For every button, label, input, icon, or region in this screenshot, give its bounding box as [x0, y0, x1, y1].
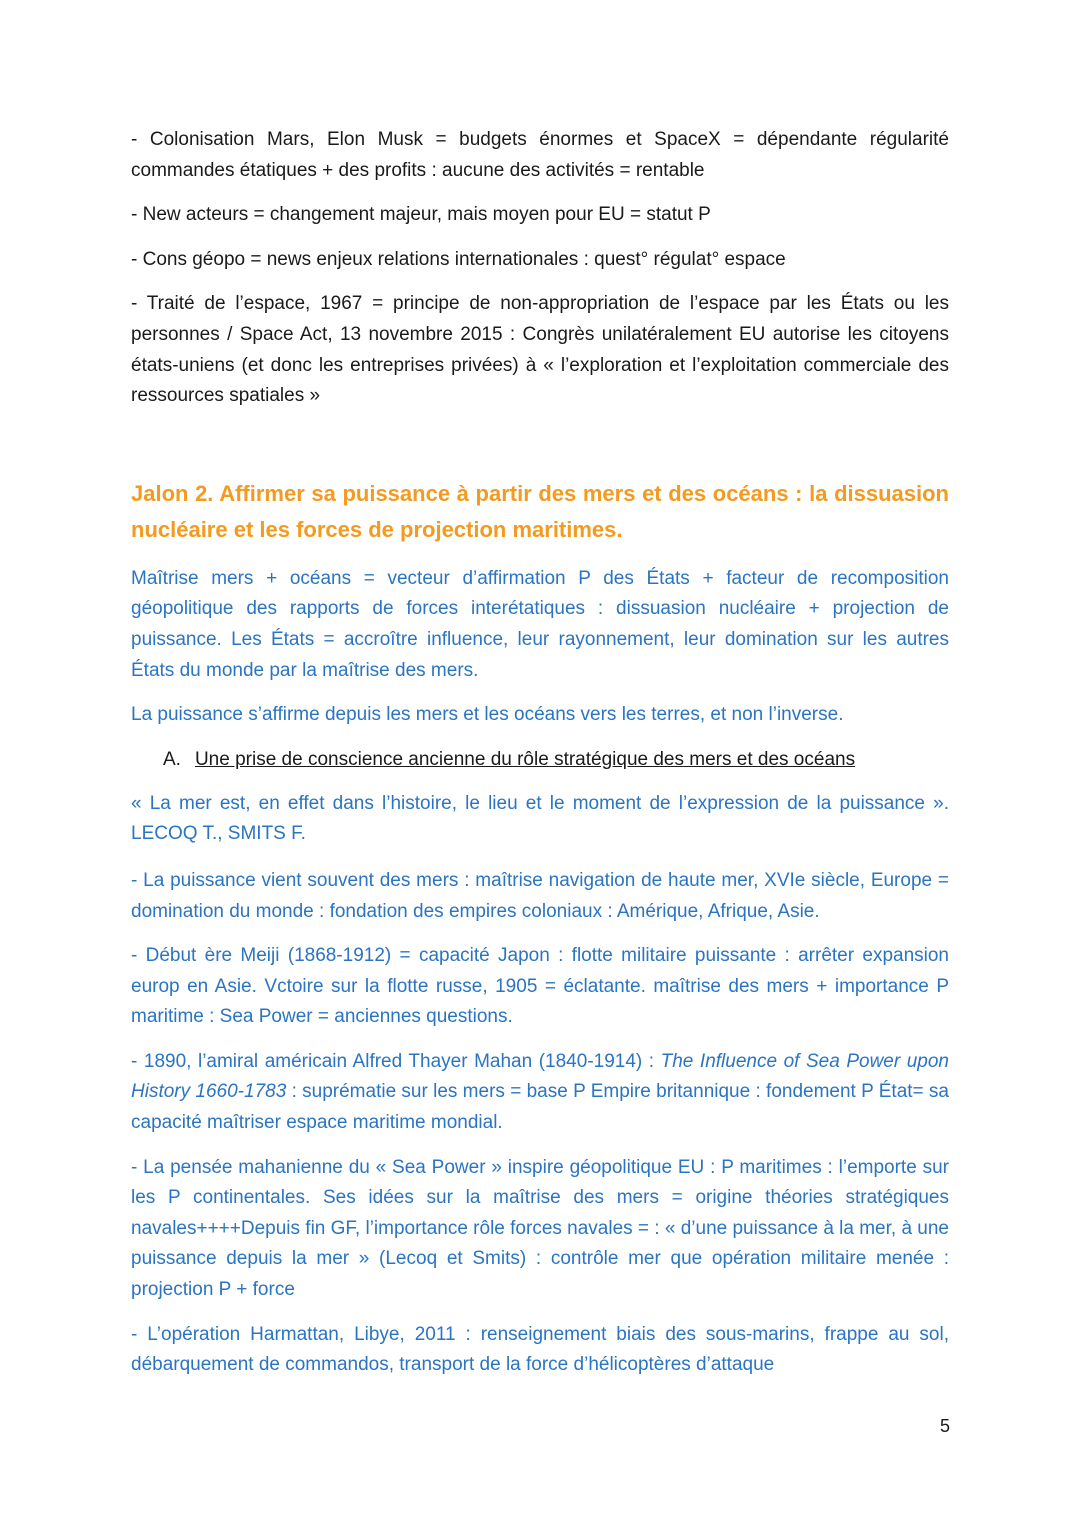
subsection-title: Une prise de conscience ancienne du rôle stratégique des mers et des océans	[194, 748, 856, 770]
paragraph-new-actors: - New acteurs = changement majeur, mais moyen pour EU = statut P	[131, 204, 711, 226]
paragraph-quote: « La mer est, en effet dans l’histoire, le lieu et le moment de l’expression de la puissance ». LECOQ T., SMITS F.	[131, 792, 949, 845]
subsection-heading	[163, 745, 949, 775]
mahan-text-after: : suprématie sur les mers = base P Empire britannique : fondement P État= sa capacité maîtriser espace maritime mondial.	[131, 1081, 949, 1134]
paragraph-intro-mastery: Maîtrise mers + océans = vecteur d’affirmation P des États + facteur de recomposition géopolitique des rapports de forces interétatiques : dissuasion nucléaire + projection de puissance. Les États = accroître influence, leur rayonnement, leur domination sur les autres États du monde par la maîtrise des mers.	[131, 567, 949, 681]
paragraph-mahan	[131, 1047, 949, 1139]
mahan-text-before: - 1890, l’amiral américain Alfred Thayer Mahan (1840-1914) :	[131, 1050, 661, 1072]
paragraph-harmattan-operation: - L’opération Harmattan, Libye, 2011 : renseignement biais des sous-marins, frappe au sol, débarquement de commandos, transport de la force d’hélicoptères d’attaque	[131, 1323, 949, 1376]
mahan-book-title: The Influence of Sea Power upon History 1660-1783	[131, 1050, 949, 1103]
paragraph-space-treaty: - Traité de l’espace, 1967 = principe de non-appropriation de l’espace par les États ou les personnes / Space Act, 13 novembre 2015 : Congrès unilatéralement EU autorise les citoyens états-uniens (et donc les entreprises privées) à « l’exploration et l’exploitation commerciale des ressources spatiales »	[131, 293, 949, 407]
page-content	[131, 125, 949, 1381]
paragraph-intro-power: La puissance s’affirme depuis les mers et les océans vers les terres, et non l’inverse.	[131, 704, 844, 726]
paragraph-sea-power-thought: - La pensée mahanienne du « Sea Power » inspire géopolitique EU : P maritimes : l’emporte sur les P continentales. Ses idées sur la maîtrise des mers = origine théories stratégiques navales++++Depuis fin GF, l’importance rôle forces navales = : « d’une puissance à la mer, à une puissance depuis la mer » (Lecoq et Smits) : contrôle mer que opération militaire menée : projection P + force	[131, 1156, 950, 1301]
subsection-letter: A.	[163, 748, 181, 770]
section-heading: Jalon 2. Affirmer sa puissance à partir des mers et des océans : la dissuasion nucléaire et les forces de projection maritimes.	[131, 480, 949, 542]
page-number: 5	[939, 1416, 950, 1436]
paragraph-mars-colonisation: - Colonisation Mars, Elon Musk = budgets énormes et SpaceX = dépendante régularité commandes étatiques + des profits : aucune des activités = rentable	[131, 129, 949, 181]
paragraph-meiji-era: - Début ère Meiji (1868-1912) = capacité Japon : flotte militaire puissante : arrêter expansion europ en Asie. Vctoire sur la flotte russe, 1905 = éclatante. maîtrise des mers + importance P maritime : Sea Power = anciennes questions.	[131, 945, 949, 1028]
paragraph-geopolitical-consequences: - Cons géopo = news enjeux relations internationales : quest° régulat° espace	[131, 248, 786, 270]
paragraph-power-from-seas: - La puissance vient souvent des mers : maîtrise navigation de haute mer, XVIe siècle, Europe = domination du monde : fondation des empires coloniaux : Amérique, Afrique, Asie.	[131, 869, 949, 922]
